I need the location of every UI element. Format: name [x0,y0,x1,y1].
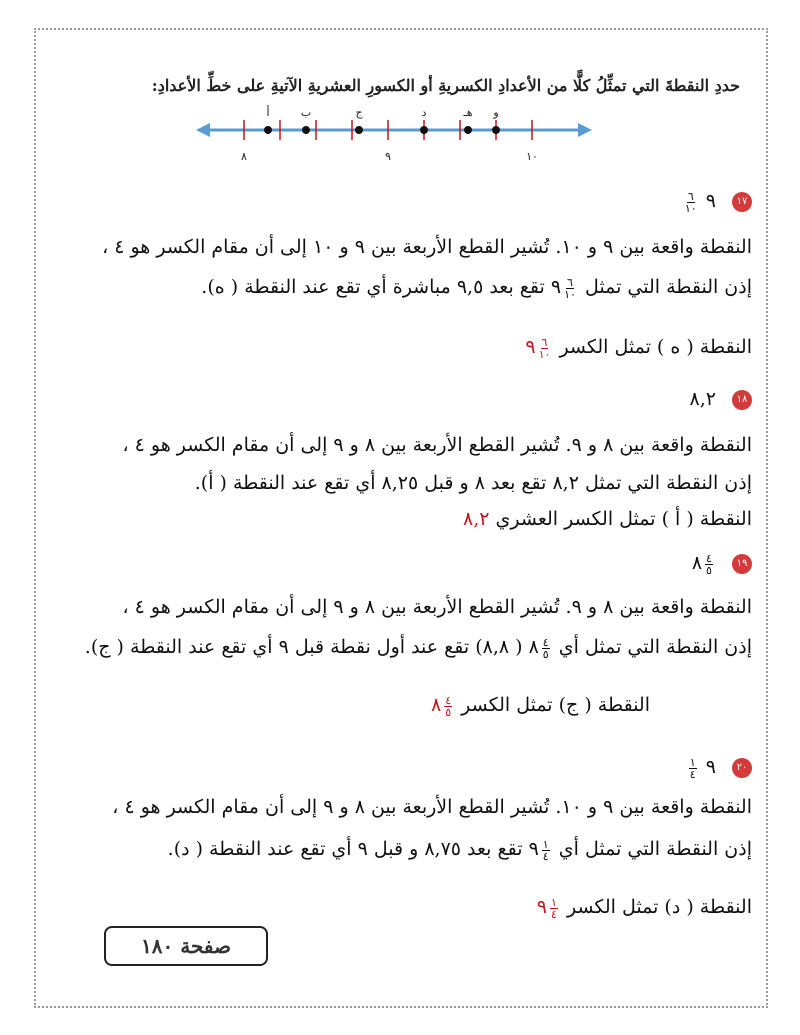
problem-19-fraction: $\frac{٤}{٥}$ [706,551,712,577]
problem-20-explanation-1: النقطة واقعة بين ٩ و ١٠. تُشير القطع الأربعة بين ٨ و ٩ إلى أن مقام الكسر هو ٤ ، [112,796,752,818]
problem-20-explanation-2: إذن النقطة التي تمثل أي $\frac{١}{٤}$ ٩ تقع بعد ٨,٧٥ و قبل ٩ أي تقع عند النقطة ( د). [167,837,752,863]
problem-20-fraction: $\frac{١}{٤}$ [689,755,696,781]
instruction-title: حددِ النقطةَ التي تمثِّلُ كلًّا من الأعدادِ الكسريةِ أو الكسورِ العشريةِ الآتيةِ على خطِّ الأعدادِ: [151,76,740,95]
tick-label-8: ٨ [241,150,247,163]
problem-19-badge: ١٩ [732,554,752,574]
axis-arrow-right [578,123,592,137]
problem-18-badge: ١٨ [732,390,752,410]
problem-17-header [682,190,752,214]
tick-label-9: ٩ [385,150,391,163]
problem-18-answer: النقطة ( أ ) تمثل الكسر العشري ٨,٢ [463,508,752,530]
point-b [302,126,310,134]
point-e [464,126,472,134]
problem-19-explanation-1: النقطة واقعة بين ٨ و ٩. تُشير القطع الأربعة بين ٨ و ٩ إلى أن مقام الكسر هو ٤ ، [122,596,752,618]
point-label-b: ب [300,106,312,119]
problem-19-header: ١٩ $\frac{٤}{٥}$ ٨ [692,552,752,576]
problem-17-explanation-2: إذن النقطة التي تمثل $\frac{٦}{١٠}$ ٩ تقع بعد ٩,٥ مباشرة أي تقع عند النقطة ( ه). [201,275,752,301]
axis-arrow-left [196,123,210,137]
problem-20-header: ٢٠ ٩ $\frac{١}{٤}$ [686,756,752,780]
page-number-box: صفحة ١٨٠ [104,926,268,966]
problem-18-explanation-1: النقطة واقعة بين ٨ و ٩. تُشير القطع الأربعة بين ٨ و ٩ إلى أن مقام الكسر هو ٤ ، [122,434,752,456]
point-label-e: هـ [463,106,473,119]
point-label-c: ج [355,106,363,119]
problem-18-explanation-2: إذن النقطة التي تمثل ٨,٢ تقع بعد ٨ و قبل ٨,٢٥ أي تقع عند النقطة ( أ). [194,472,752,494]
point-c [355,126,363,134]
problem-18-header [690,388,753,410]
point-label-d: د [421,106,427,119]
point-a [264,126,272,134]
tick-label-10: ١٠ [526,150,538,163]
point-label-f: و [493,106,499,119]
point-f [492,126,500,134]
number-line [196,104,592,170]
problem-20-answer: النقطة ( د) تمثل الكسر $\frac{١}{٤}$ ٩ [536,895,752,921]
problem-20-badge: ٢٠ [732,758,752,778]
point-label-a: أ [266,106,270,119]
point-d [420,126,428,134]
problem-17-answer: النقطة ( ه ) تمثل الكسر $\frac{٦}{١٠}$ ٩ [525,335,752,361]
problem-17-explanation-1: النقطة واقعة بين ٩ و ١٠. تُشير القطع الأربعة بين ٩ و ١٠ إلى أن مقام الكسر هو ٤ ، [102,236,752,258]
problem-19-explanation-2: إذن النقطة التي تمثل أي $\frac{٤}{٥}$ ٨ ( ٨,٨) تقع عند أول نقطة قبل ٩ أي تقع عند النقطة ( ج). [84,635,752,661]
problem-17-fraction: $\frac{٦}{١٠}$ [684,189,697,215]
problem-17-whole: ٩ [705,190,716,212]
problem-17-badge: ١٧ [732,192,752,212]
problem-19-answer: النقطة ( ج) تمثل الكسر $\frac{٤}{٥}$ ٨ [430,693,650,719]
problem-18-expression: ٨,٢ [689,388,716,410]
